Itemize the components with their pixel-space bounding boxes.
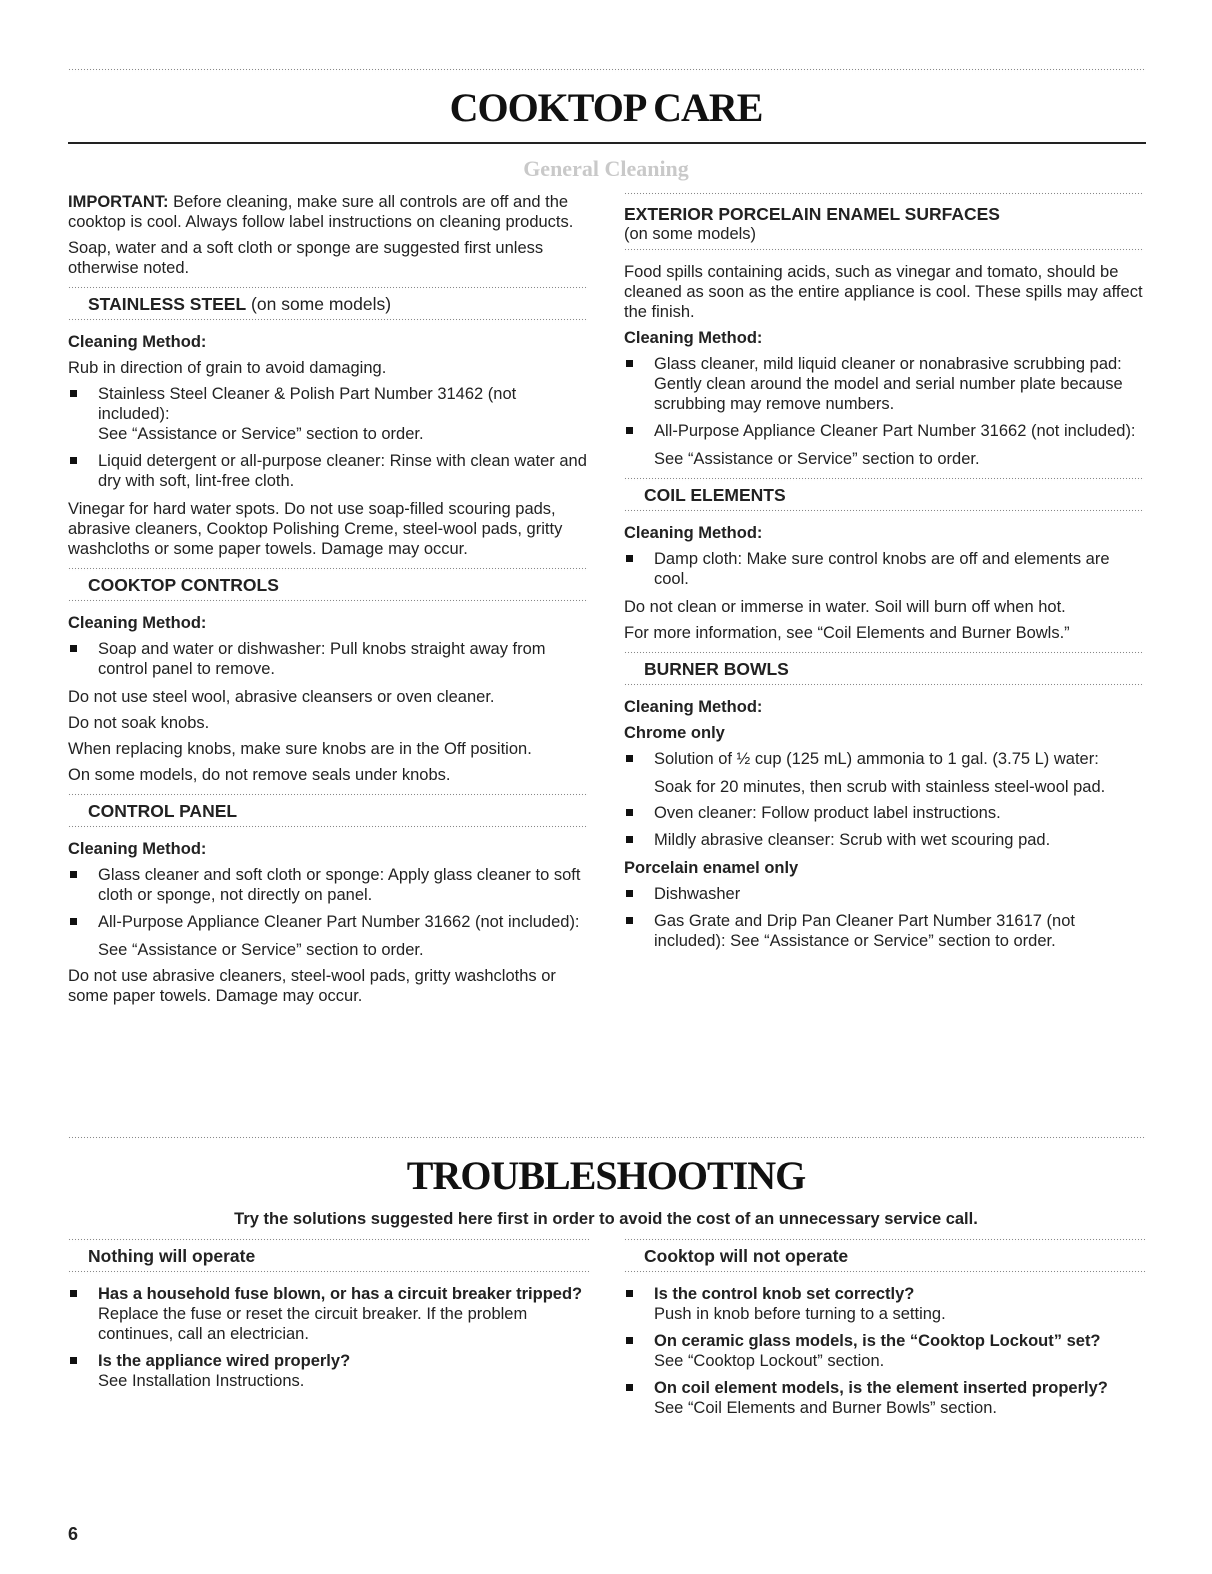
heading-label [68,1242,590,1270]
list-item [624,803,1144,823]
page-number: 6 [68,1524,79,1544]
panel-list [68,865,588,932]
heading-rule [624,248,1144,252]
controls-p1: Do not use steel wool, abrasive cleansers or oven cleaner. [68,688,495,706]
heading-bold: Cooktop will not operate [644,1246,849,1266]
cleaning-method-label: Cleaning Method: [68,840,207,858]
coil-p1: Do not clean or immerse in water. Soil will burn off when hot. [624,598,1066,616]
question: On coil element models, is the element inserted properly? [654,1379,1108,1397]
list-item [68,865,588,905]
nothing-heading [68,1238,590,1274]
heading-label [624,1242,1146,1270]
item-text: Solution of ½ cup (125 mL) ammonia to 1 gal. (3.75 L) water: [654,750,1099,768]
list-item [624,1331,1146,1371]
list-item [624,1284,1146,1324]
controls-p2: Do not soak knobs. [68,714,210,732]
troubleshooting-title: TROUBLESHOOTING [406,1153,806,1198]
nothing-list [68,1284,590,1391]
question: On ceramic glass models, is the “Cooktop Lockout” set? [654,1332,1101,1350]
item-text: All-Purpose Appliance Cleaner Part Number 31662 (not included): [98,913,580,931]
panel-p1: Do not use abrasive cleaners, steel-wool pads, gritty washcloths or some paper towels. Damage may occur. [68,967,556,1005]
answer: See Installation Instructions. [98,1372,305,1390]
heading-bold: EXTERIOR PORCELAIN ENAMEL SURFACES [624,204,1000,224]
controls-heading [68,567,588,603]
panel-b2-sub: See “Assistance or Service” section to order. [98,941,424,959]
intro-paragraph: Soap, water and a soft cloth or sponge are suggested first unless otherwise noted. [68,239,544,277]
heading-rule [624,509,1144,513]
question: Is the control knob set correctly? [654,1285,915,1303]
list-item [624,354,1144,414]
chrome-only-label: Chrome only [624,724,725,742]
important-paragraph [68,192,588,232]
heading-rule [624,683,1144,687]
item-subtext: See “Assistance or Service” section to order. [98,425,424,443]
list-item [624,421,1144,441]
coil-list [624,549,1144,589]
heading-rule [68,825,588,829]
heading-bold: Nothing will operate [88,1246,256,1266]
heading-rule [68,1270,590,1274]
coil-heading [624,477,1144,513]
stainless-heading [68,286,588,322]
heading-bold: STAINLESS STEEL [88,294,247,314]
page-title: COOKTOP CARE [449,85,763,130]
title-rule [68,142,1146,144]
item-text: Gas Grate and Drip Pan Cleaner Part Number 31617 (not included): See “Assistance or Service” section to order. [654,912,1075,950]
section-subtitle: General Cleaning [523,156,689,181]
list-item [624,911,1144,951]
answer: Replace the fuse or reset the circuit breaker. If the problem continues, call an electrician. [98,1305,528,1343]
list-item [624,1378,1146,1418]
item-text: Liquid detergent or all-purpose cleaner: Rinse with clean water and dry with soft, lint-free cloth. [98,452,587,490]
item-text: Glass cleaner, mild liquid cleaner or nonabrasive scrubbing pad: Gently clean around the model and serial number plate because scrubbing may remove numbers. [654,355,1123,413]
cooktop-not-operate-column [624,1238,1146,1426]
item-text: Damp cloth: Make sure control knobs are off and elements are cool. [654,550,1110,588]
important-label: IMPORTANT: [68,193,169,211]
item-text: Glass cleaner and soft cloth or sponge: Apply glass cleaner to soft cloth or sponge, not directly on panel. [98,866,581,904]
bowls-heading [624,651,1144,687]
heading-label [624,655,1144,683]
heading-rule [68,318,588,322]
right-column [624,192,1144,959]
question: Has a household fuse blown, or has a circuit breaker tripped? [98,1285,583,1303]
list-item [68,1351,590,1391]
list-item [68,639,588,679]
list-item [68,451,588,491]
coil-p2: For more information, see “Coil Elements and Burner Bowls.” [624,624,1070,642]
porcelain-only-label: Porcelain enamel only [624,859,799,877]
heading-rule [624,1270,1146,1274]
cooktop-heading [624,1238,1146,1274]
list-item [624,549,1144,589]
left-column [68,192,588,1012]
cleaning-method-label: Cleaning Method: [624,524,763,542]
list-item [624,830,1144,850]
bowls-porcelain-list [624,884,1144,951]
heading-bold: COOKTOP CONTROLS [88,575,279,595]
list-item [624,884,1144,904]
answer: See “Coil Elements and Burner Bowls” section. [654,1399,997,1417]
nothing-operates-column [68,1238,590,1399]
item-text: Mildly abrasive cleanser: Scrub with wet scouring pad. [654,831,1051,849]
cleaning-method-label: Cleaning Method: [68,333,207,351]
cleaning-method-label: Cleaning Method: [68,614,207,632]
question: Is the appliance wired properly? [98,1352,351,1370]
heading-label [68,571,588,599]
top-dotted-rule [68,68,1146,72]
troubleshooting-rule [68,1136,1146,1140]
controls-p3: When replacing knobs, make sure knobs are in the Off position. [68,740,532,758]
item-text: Oven cleaner: Follow product label instructions. [654,804,1001,822]
item-text: All-Purpose Appliance Cleaner Part Number 31662 (not included): [654,422,1136,440]
porcelain-heading [624,200,1144,252]
heading-bold: COIL ELEMENTS [644,485,786,505]
bowls-b1-sub: Soak for 20 minutes, then scrub with stainless steel-wool pad. [654,778,1106,796]
heading-label [68,290,588,318]
heading-rule [624,192,1144,196]
heading-note: (on some models) [246,294,392,314]
heading-bold: CONTROL PANEL [88,801,238,821]
cleaning-method-label: Cleaning Method: [624,329,763,347]
porcelain-list [624,354,1144,441]
cooktop-list [624,1284,1146,1418]
porcelain-b2-sub: See “Assistance or Service” section to order. [654,450,980,468]
item-text: Stainless Steel Cleaner & Polish Part Number 31462 (not included): [98,385,517,423]
stainless-list [68,384,588,491]
bowls-chrome-list [624,749,1144,769]
controls-p4: On some models, do not remove seals under knobs. [68,766,451,784]
heading-bold: BURNER BOWLS [644,659,789,679]
item-text: Dishwasher [654,885,741,903]
list-item [624,749,1144,769]
stainless-p2: Vinegar for hard water spots. Do not use soap-filled scouring pads, abrasive cleaners, Cooktop Polishing Creme, steel-wool pads, gritty washcloths or some paper towels. Damage may occur. [68,500,563,558]
heading-label [624,481,1144,509]
answer: See “Cooktop Lockout” section. [654,1352,885,1370]
item-text: Soap and water or dishwasher: Pull knobs straight away from control panel to remove. [98,640,546,678]
stainless-p1: Rub in direction of grain to avoid damaging. [68,359,387,377]
heading-label [624,200,1144,248]
panel-heading [68,793,588,829]
porcelain-p1: Food spills containing acids, such as vinegar and tomato, should be cleaned as soon as the entire appliance is cool. These spills may affect the finish. [624,263,1143,321]
heading-note: (on some models) [624,225,757,243]
cleaning-method-label: Cleaning Method: [624,698,763,716]
troubleshooting-note: Try the solutions suggested here first in order to avoid the cost of an unnecessary service call. [234,1210,978,1228]
answer: Push in knob before turning to a setting. [654,1305,946,1323]
list-item [68,1284,590,1344]
list-item [68,912,588,932]
important-text: Before cleaning, make sure all controls are off and the cooktop is cool. Always follow label instructions on cleaning products. [68,193,574,231]
controls-list [68,639,588,679]
bowls-chrome-list-2 [624,803,1144,850]
list-item [68,384,588,444]
heading-rule [68,599,588,603]
heading-label [68,797,588,825]
